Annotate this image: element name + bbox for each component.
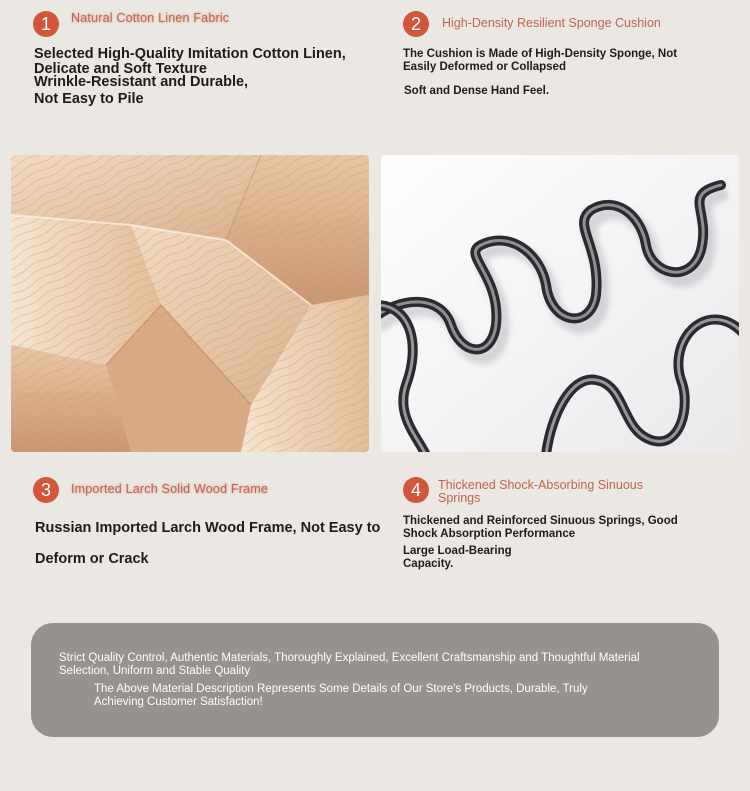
quality-statement-line-2: The Above Material Description Represents Some Details of Our Store's Products, Durable, Truly Achieving Customer Satisfaction! (94, 683, 588, 708)
feature-1-number-badge: 1 (33, 11, 59, 37)
feature-1-line-1: Selected High-Quality Imitation Cotton Linen, Delicate and Soft Texture (34, 46, 346, 77)
feature-3-title: Imported Larch Solid Wood Frame (71, 482, 269, 496)
feature-1-title: Natural Cotton Linen Fabric (71, 11, 230, 25)
quality-statement-box (31, 623, 719, 737)
feature-2-line-2: Soft and Dense Hand Feel. (404, 85, 550, 97)
feature-4-line-2: Large Load-Bearing Capacity. (403, 545, 512, 570)
feature-1-line-3: Not Easy to Pile (34, 91, 144, 107)
feature-2-line-1: The Cushion is Made of High-Density Sponge, Not Easily Deformed or Collapsed (403, 48, 678, 73)
quality-statement-line-1: Strict Quality Control, Authentic Materials, Thoroughly Explained, Excellent Craftsmanship and Thoughtful Material Selection, Uniform and Stable Quality (59, 652, 640, 677)
feature-4-line-1: Thickened and Reinforced Sinuous Springs, Good Shock Absorption Performance (403, 515, 678, 540)
feature-2-title: High-Density Resilient Sponge Cushion (442, 16, 661, 30)
sinuous-spring-photo (381, 155, 739, 452)
feature-4-title: Thickened Shock-Absorbing Sinuous Springs (438, 478, 643, 505)
feature-1-line-2: Wrinkle-Resistant and Durable, (34, 74, 249, 90)
larch-wood-photo (11, 155, 369, 452)
feature-2-number-badge: 2 (403, 11, 429, 37)
feature-3-line-1: Russian Imported Larch Wood Frame, Not Easy to (35, 520, 381, 536)
feature-3-line-2: Deform or Crack (35, 551, 149, 567)
feature-4-number-badge: 4 (403, 477, 429, 503)
feature-3-number-badge: 3 (33, 477, 59, 503)
